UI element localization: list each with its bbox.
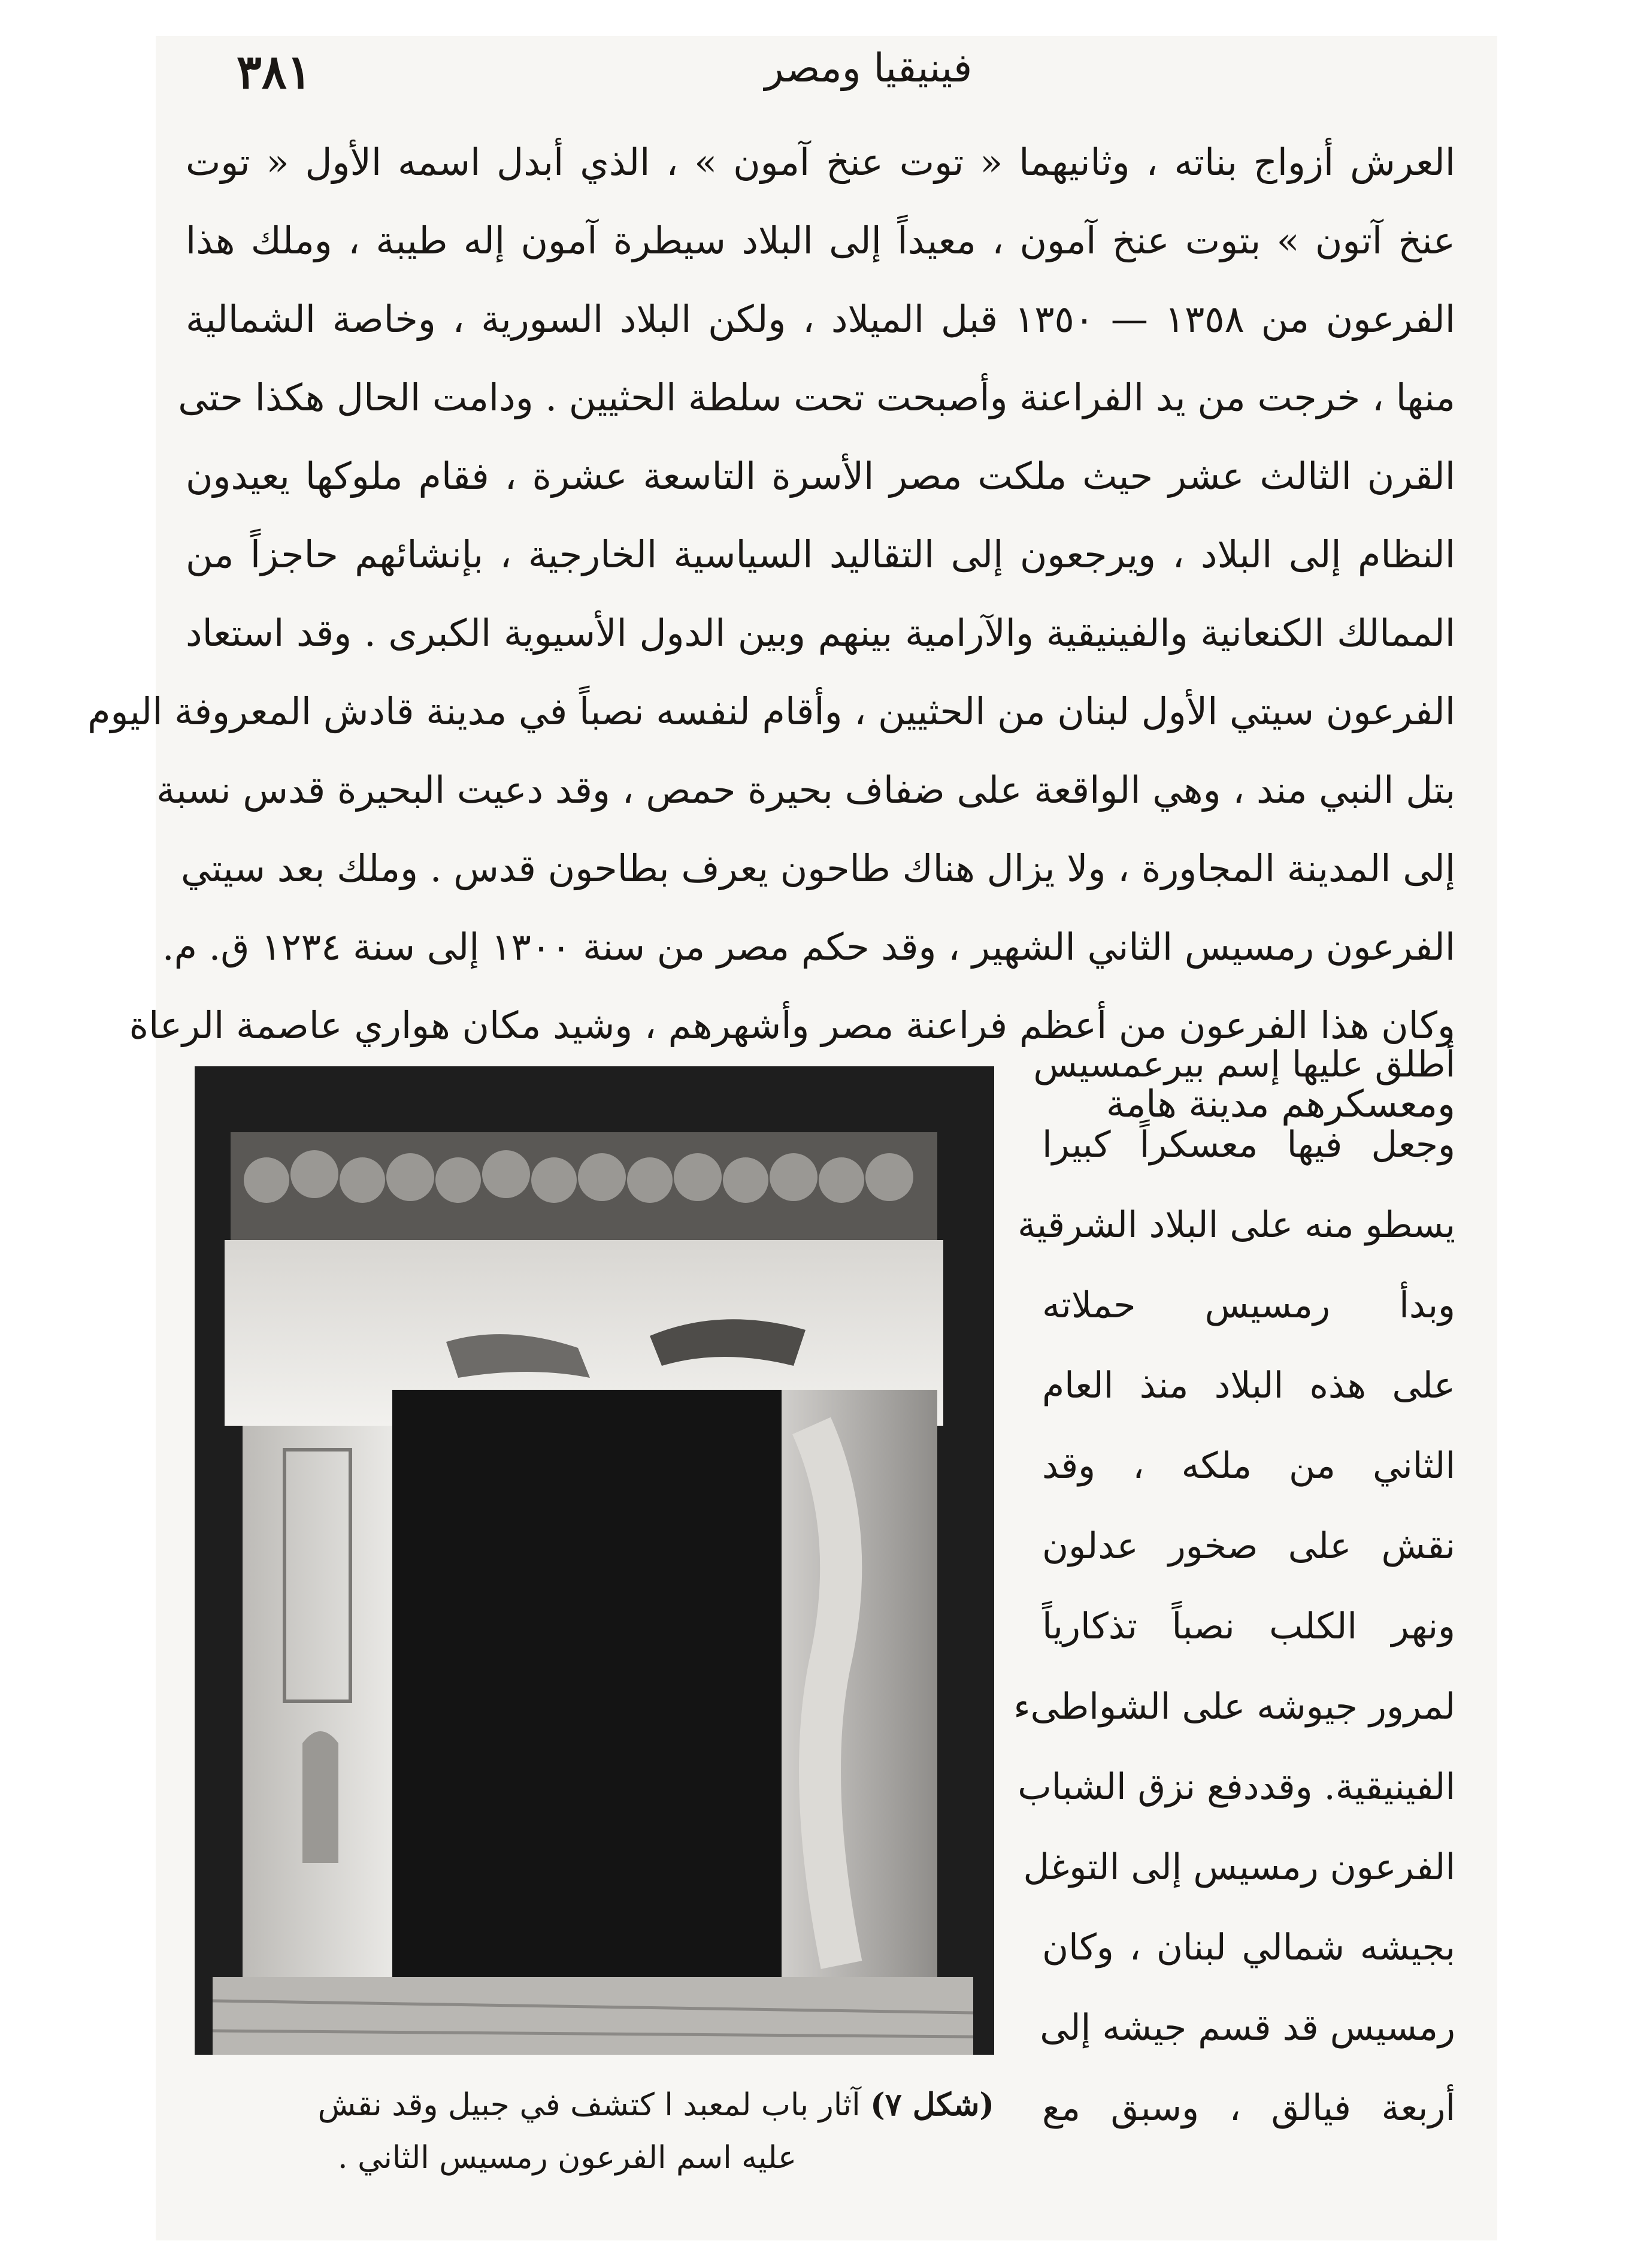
text-line: الثاني من ملكه ، وقد (1042, 1445, 1455, 1487)
page-header (180, 45, 1473, 111)
text-line: على هذه البلاد منذ العام (1042, 1365, 1455, 1407)
body-text (87, 123, 1455, 1143)
caption-label: (شكل ٧) (870, 2086, 994, 2123)
text-line: يسطو منه على البلاد الشرقية (1018, 1204, 1455, 1246)
text-line: الفرعون سيتي الأول لبنان من الحثيين ، وأقام لنفسه نصباً في مدينة قادش المعروفة اليوم (87, 690, 1455, 733)
text-line: العرش أزواج بناته ، وثانيهما « توت عنخ آمون » ، الذي أبدل اسمه الأول « توت (186, 140, 1455, 184)
text-line: إلى المدينة المجاورة ، ولا يزال هناك طاحون يعرف بطاحون قدس . وملك بعد سيتي (180, 846, 1455, 890)
side-column-text (1013, 1024, 1455, 2148)
text-line: وجعل فيها معسكراً كبيرا (1042, 1124, 1455, 1166)
figure-caption (216, 2079, 994, 2184)
text-line: رمسيس قد قسم جيشه إلى (1040, 2007, 1455, 2049)
text-line: وكان هذا الفرعون من أعظم فراعنة مصر وأشهرهم ، وشيد مكان هواري عاصمة الرعاة (129, 1003, 1455, 1047)
text-line: الممالك الكنعانية والفينيقية والآرامية بينهم وبين الدول الأسيوية الكبرى . وقد استعاد (186, 611, 1455, 655)
caption-line-1 (216, 2079, 994, 2131)
text-line: ومعسكرهم مدينة هامة (1106, 1082, 1455, 1126)
text-line: منها ، خرجت من يد الفراعنة وأصبحت تحت سلطة الحثيين . ودامت الحال هكذا حتى (178, 376, 1455, 419)
doorway-photograph (195, 1066, 994, 2055)
text-line: نقش على صخور عدلون (1042, 1525, 1455, 1567)
text-line: القرن الثالث عشر حيث ملكت مصر الأسرة التاسعة عشرة ، فقام ملوكها يعيدون (186, 454, 1455, 498)
text-line: أربعة فيالق ، وسبق مع (1042, 2087, 1455, 2129)
text-line: لمرور جيوشه على الشواطىء (1013, 1686, 1455, 1728)
caption-line-2: عليه اسم الفرعون رمسيس الثاني . (338, 2140, 797, 2176)
text-line: الفينيقية. وقددفع نزق الشباب (1018, 1766, 1455, 1808)
text-line: بجيشه شمالي لبنان ، وكان (1042, 1927, 1455, 1968)
running-title: فينيقيا ومصر (764, 45, 973, 91)
text-line: بتل النبي مند ، وهي الواقعة على ضفاف بحيرة حمص ، وقد دعيت البحيرة قدس نسبة (156, 768, 1455, 812)
text-line: ونهر الكلب نصباً تذكارياً (1042, 1605, 1455, 1647)
text-line: أطلق عليها إسم بيرعمسيس (1033, 1044, 1455, 1085)
text-line: وبدأ رمسيس حملاته (1042, 1284, 1455, 1326)
text-line: النظام إلى البلاد ، ويرجعون إلى التقاليد السياسية الخارجية ، بإنشائهم حاجزاً من (186, 533, 1455, 576)
page-number: ٣٨١ (237, 45, 312, 99)
text-line: عنخ آتون » بتوت عنخ آمون ، معيداً إلى البلاد سيطرة آمون إله طيبة ، وملك هذا (186, 219, 1455, 262)
doorway-illustration (195, 1066, 994, 2055)
text-line: الفرعون رمسيس الثاني الشهير ، وقد حكم مصر من سنة ١٣٠٠ إلى سنة ١٢٣٤ ق. م. (162, 925, 1455, 969)
text-line: الفرعون رمسيس إلى التوغل (1023, 1846, 1455, 1888)
text-line: الفرعون من ١٣٥٨ — ١٣٥٠ قبل الميلاد ، ولكن البلاد السورية ، وخاصة الشمالية (186, 297, 1455, 341)
caption-text-1: آثار باب لمعبد ا كتشف في جبيل وقد نقش (317, 2087, 861, 2123)
